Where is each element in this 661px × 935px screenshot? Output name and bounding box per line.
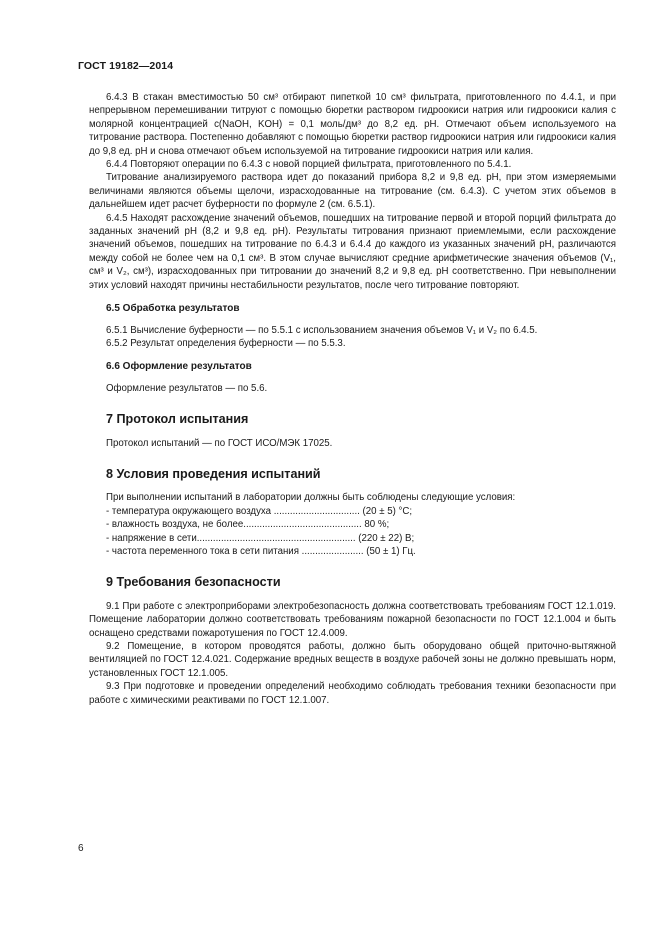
paragraph-9-3: 9.3 При подготовке и проведении определений необходимо соблюдать требования техники безопасности при работе с химическими реактивами по ГОСТ 12.1.007.: [89, 681, 616, 706]
conditions-list: [89, 505, 616, 559]
paragraph-9-2: 9.2 Помещение, в котором проводятся работы, должно быть оборудовано общей приточно-вытяжной вентиляцией по ГОСТ 12.4.021. Содержание вредных веществ в воздухе рабочей зоны не должно превышать норм, установленных ГОСТ 12.1.005.: [89, 641, 616, 679]
paragraph-6-4-4: 6.4.4 Повторяют операции по 6.4.3 с новой порцией фильтрата, приготовленного по 5.4.1.: [106, 159, 512, 171]
paragraph-8-intro: При выполнении испытаний в лаборатории должны быть соблюдены следующие условия:: [106, 492, 516, 504]
paragraph-6-4-5: 6.4.5 Находят расхождение значений объемов, пошедших на титрование первой и второй порций фильтрата до заданных значений pH (8,2 и 9,8 ед. pH). Результаты титрования признают приемлемыми, если расхождение значений объемов, пошедших на титрование по 6.4.3 и 6.4.4 до каждого из указанных значений pH, различаются между собой не более чем на 0,1 см³. В этом случае вычисляют средние арифметические значения объемов (V₁, см³ и V₂, см³), израсходованных при титровании до значений 8,2 и 9,8 ед. pH соответственно. При невыполнении этих условий находят причины нестабильности результатов, после чего титрование повторяют.: [89, 212, 616, 291]
section-9-title: 9 Требования безопасности: [106, 575, 281, 590]
paragraph-6-5-2: 6.5.2 Результат определения буферности — по 5.5.3.: [106, 337, 346, 349]
section-6-5-title: 6.5 Обработка результатов: [106, 303, 240, 315]
section-8-title: 8 Условия проведения испытаний: [106, 466, 321, 481]
section-7-title: 7 Протокол испытания: [106, 412, 249, 427]
paragraph-6-6: Оформление результатов — по 5.6.: [106, 382, 268, 394]
condition-temperature: - температура окружающего воздуха ................................ (20 ± 5) °С;: [106, 505, 413, 517]
paragraph-7: Протокол испытаний — по ГОСТ ИСО/МЭК 17025.: [106, 437, 333, 449]
paragraph-6-4-4-titration: Титрование анализируемого раствора идет до показаний прибора 8,2 и 9,8 ед. pH, при этом измеряемыми величинами являются объемы щелочи, израсходованные на титрование (см. 6.4.3). С учетом этих объемов в дальнейшем идет расчет буферности по формуле 2 (см. 6.5.1).: [89, 172, 616, 211]
page-number: 6: [78, 843, 84, 854]
section-6-6-title: 6.6 Оформление результатов: [106, 361, 252, 373]
document-header: ГОСТ 19182—2014: [78, 60, 174, 72]
paragraph-6-4-3: 6.4.3 В стакан вместимостью 50 см³ отбирают пипеткой 10 см³ фильтрата, приготовленного по 4.4.1, и при непрерывном перемешивании титруют с помощью бюретки раствором гидроокиси натрия или гидроокиси калия с молярной концентрацией c(NaOH, KOH) = 0,1 моль/дм³ до 8,2 ед. pH. Отмечают объем используемого на титрование раствора. Постепенно добавляют с помощью бюретки раствор гидроокиси натрия или гидроокиси калия до 9,8 ед. pH и снова отмечают объем используемой на титрование гидроокиси натрия или калия.: [89, 92, 616, 157]
condition-frequency: - частота переменного тока в сети питания ....................... (50 ± 1) Гц.: [106, 545, 416, 557]
condition-humidity: - влажность воздуха, не более............................................ 80 %;: [106, 519, 390, 531]
condition-voltage: - напряжение в сети........................................................... (220 ± 22) В;: [106, 532, 415, 544]
paragraph-9-1: 9.1 При работе с электроприборами электробезопасность должна соответствовать требованиям ГОСТ 12.1.019. Помещение лаборатории должно соответствовать требованиям пожарной безопасности по ГОСТ 12.1.004 и быть оснащено средствами пожаротушения по ГОСТ 12.4.009.: [89, 600, 616, 639]
page-content: [89, 91, 616, 707]
paragraph-6-5-1: 6.5.1 Вычисление буферности — по 5.5.1 с использованием значения объемов V₁ и V₂ по 6.4.5.: [106, 324, 538, 336]
